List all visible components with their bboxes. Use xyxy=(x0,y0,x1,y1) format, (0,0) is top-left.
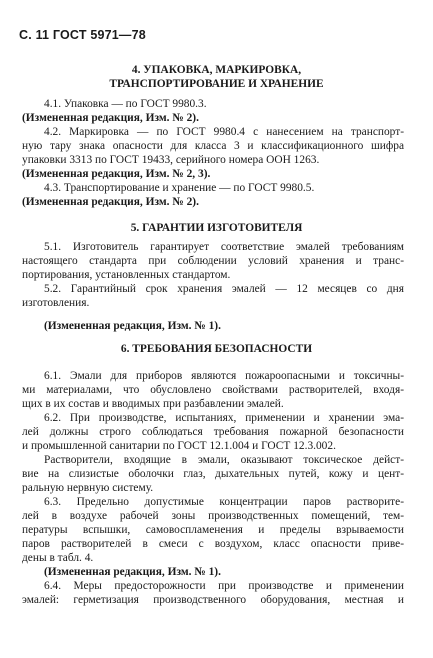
clause-5-1-line-1: 5.1. Изготовитель гарантирует соответствие эмалей требованиям xyxy=(44,241,404,253)
clause-6-3-line-3: пературы вспышки, самовоспламенения и пределы взрываемости xyxy=(22,524,404,536)
clause-6-2b-line-1: Растворители, входящие в эмали, оказывают токсическое дейст- xyxy=(44,454,404,466)
clause-4-2-line-2: ную тару знака опасности для класса 3 и классификационного шифра xyxy=(22,140,404,152)
clause-5-2-line-1: 5.2. Гарантийный срок хранения эмалей — 12 месяцев со дня xyxy=(44,283,404,295)
clause-6-2b-line-3: ральную нервную систему. xyxy=(22,482,154,494)
page-header: С. 11 ГОСТ 5971—78 xyxy=(19,28,146,42)
clause-4-2-line-3: упаковки 3313 по ГОСТ 19433, серийного номера ООН 1263. xyxy=(22,154,320,166)
clause-6-4-line-1: 6.4. Меры предосторожности при производстве и применении xyxy=(44,580,404,592)
clause-6-3-line-2: лей в воздухе рабочей зоны производственных помещений, тем- xyxy=(22,510,404,522)
clause-5-1-line-3: портирования, установленных стандартом. xyxy=(22,269,231,281)
section-4-title-line-2: ТРАНСПОРТИРОВАНИЕ И ХРАНЕНИЕ xyxy=(109,78,324,90)
clause-5-1-line-2: настоящего стандарта при соблюдении условий хранения и транс- xyxy=(22,255,404,267)
clause-5-2-line-2: изготовления. xyxy=(22,297,90,309)
change-note-4-3: (Измененная редакция, Изм. № 2). xyxy=(22,196,199,208)
change-note-5: (Измененная редакция, Изм. № 1). xyxy=(44,320,221,332)
clause-6-2-line-2: лей должны строго соблюдаться требования пожарной безопасности xyxy=(22,426,404,438)
clause-4-1: 4.1. Упаковка — по ГОСТ 9980.3. xyxy=(44,98,207,110)
clause-6-1-line-2: ми материалами, что обусловлено свойствами растворителей, входя- xyxy=(22,384,404,396)
clause-6-4-line-2: эмалей: герметизация производственного оборудования, местная и xyxy=(22,594,404,606)
clause-4-3: 4.3. Транспортирование и хранение — по ГОСТ 9980.5. xyxy=(44,182,315,194)
change-note-4-1: (Измененная редакция, Изм. № 2). xyxy=(22,112,199,124)
clause-6-2-line-1: 6.2. При производстве, испытаниях, применении и хранении эма- xyxy=(44,412,404,424)
section-4-title-line-1: 4. УПАКОВКА, МАРКИРОВКА, xyxy=(131,64,302,76)
clause-6-3-line-1: 6.3. Предельно допустимые концентрации паров растворите- xyxy=(44,496,404,508)
clause-4-2-line-1: 4.2. Маркировка — по ГОСТ 9980.4 с нанесением на транспорт- xyxy=(44,126,404,138)
clause-6-2-line-3: и промышленной санитарии по ГОСТ 12.1.004 и ГОСТ 12.3.002. xyxy=(22,440,336,452)
change-note-6-3: (Измененная редакция, Изм. № 1). xyxy=(44,566,221,578)
change-note-4-2: (Измененная редакция, Изм. № 2, 3). xyxy=(22,168,211,180)
clause-6-3-line-5: дены в табл. 4. xyxy=(22,552,94,564)
clause-6-1-line-3: щих в их состав и вводимых при разбавлении эмалей. xyxy=(22,398,284,410)
clause-6-1-line-1: 6.1. Эмали для приборов являются пожароопасными и токсичны- xyxy=(44,370,404,382)
section-6-title: 6. ТРЕБОВАНИЯ БЕЗОПАСНОСТИ xyxy=(120,343,313,355)
section-5-title: 5. ГАРАНТИИ ИЗГОТОВИТЕЛЯ xyxy=(130,222,303,234)
clause-6-3-line-4: паров растворителей в смеси с воздухом, класс опасности приве- xyxy=(22,538,404,550)
clause-6-2b-line-2: вие на слизистые оболочки глаз, дыхательных путей, кожу и цент- xyxy=(22,468,404,480)
